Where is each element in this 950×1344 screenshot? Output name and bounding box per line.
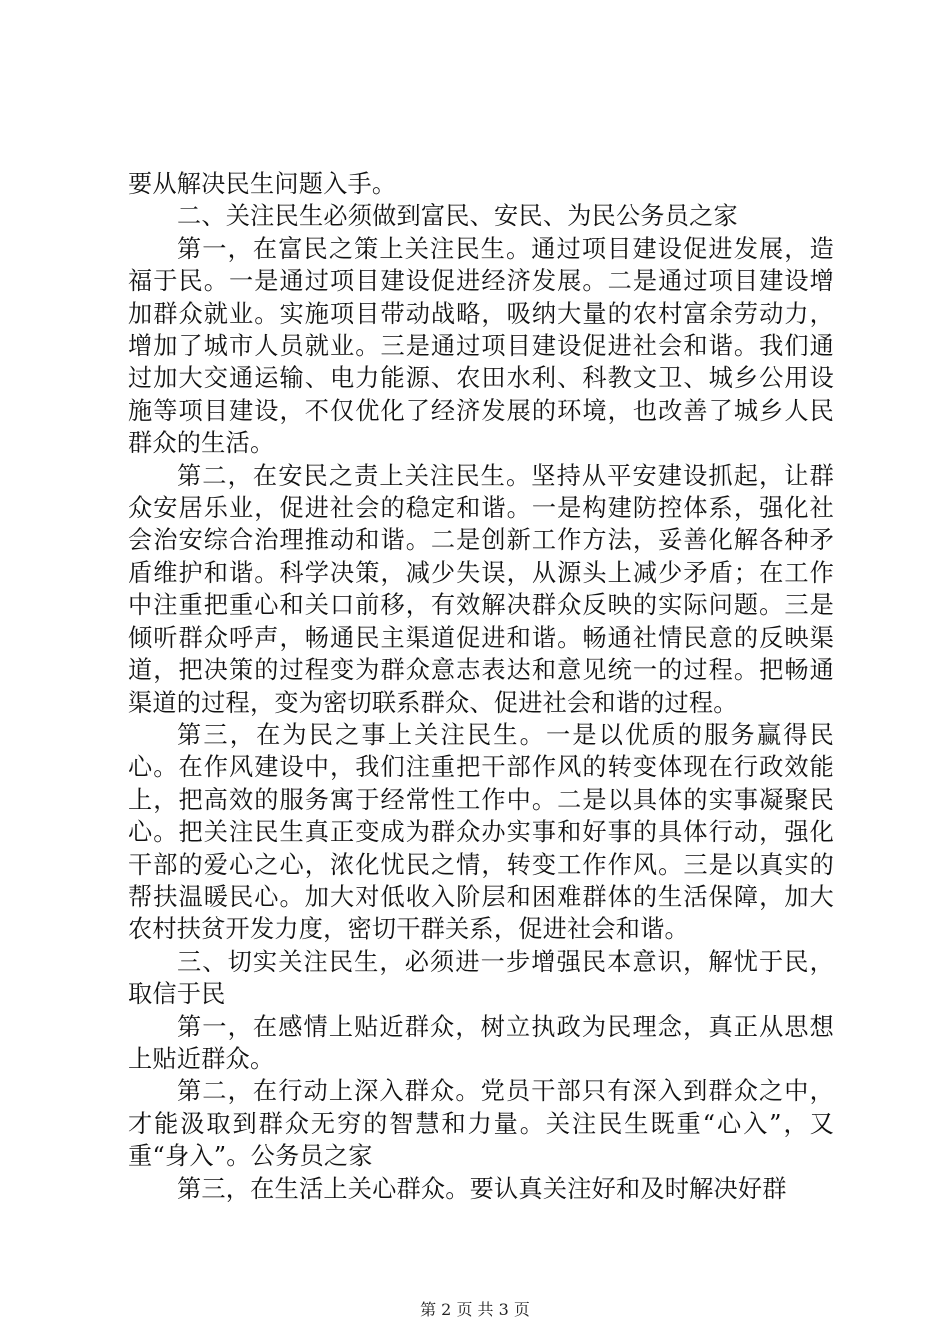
document-body [128, 168, 834, 1205]
paragraph: 要从解决民生问题入手。 [128, 170, 397, 198]
section-heading: 三、切实关注民生，必须进一步增强民本意识，解忧于民，取信于民 [128, 947, 834, 1009]
paragraph: 第一，在富民之策上关注民生。通过项目建设促进发展，造福于民。一是通过项目建设促进经济发展。二是通过项目建设增加群众就业。实施项目带动战略，吸纳大量的农村富余劳动力，增加了城市人员就业。三是通过项目建设促进社会和谐。我们通过加大交通运输、电力能源、农田水利、科教文卫、城乡公用设施等项目建设，不仅优化了经济发展的环境，也改善了城乡人民群众的生活。 [128, 234, 834, 458]
paragraph: 第三，在生活上关心群众。要认真关注好和及时解决好群 [177, 1174, 787, 1203]
page-number-footer: 第 2 页 共 3 页 [420, 1300, 530, 1319]
paragraph: 第二，在行动上深入群众。党员干部只有深入到群众之中，才能汲取到群众无穷的智慧和力量。关注民生既重“心入”，又重“身入”。公务员之家 [128, 1077, 834, 1171]
paragraph: 第三，在为民之事上关注民生。一是以优质的服务赢得民心。在作风建设中，我们注重把干部作风的转变体现在行政效能上，把高效的服务寓于经常性工作中。二是以具体的实事凝聚民心。把关注民生真正变成为群众办实事和好事的具体行动，强化干部的爱心之心，浓化忧民之情，转变工作作风。三是以真实的帮扶温暖民心。加大对低收入阶层和困难群体的生活保障，加大农村扶贫开发力度，密切干群关系，促进社会和谐。 [128, 720, 834, 944]
section-heading: 二、关注民生必须做到富民、安民、为民公务员之家 [177, 202, 738, 231]
paragraph: 第一，在感情上贴近群众，树立执政为民理念，真正从思想上贴近群众。 [128, 1012, 834, 1073]
paragraph: 第二，在安民之责上关注民生。坚持从平安建设抓起，让群众安居乐业，促进社会的稳定和谐。一是构建防控体系，强化社会治安综合治理推动和谐。二是创新工作方法，妥善化解各种矛盾维护和谐。科学决策，减少失误，从源头上减少矛盾；在工作中注重把重心和关口前移，有效解决群众反映的实际问题。三是倾听群众呼声，畅通民主渠道促进和谐。畅通社情民意的反映渠道，把决策的过程变为群众意志表达和意见统一的过程。把畅通渠道的过程，变为密切联系群众、促进社会和谐的过程。 [128, 461, 834, 717]
